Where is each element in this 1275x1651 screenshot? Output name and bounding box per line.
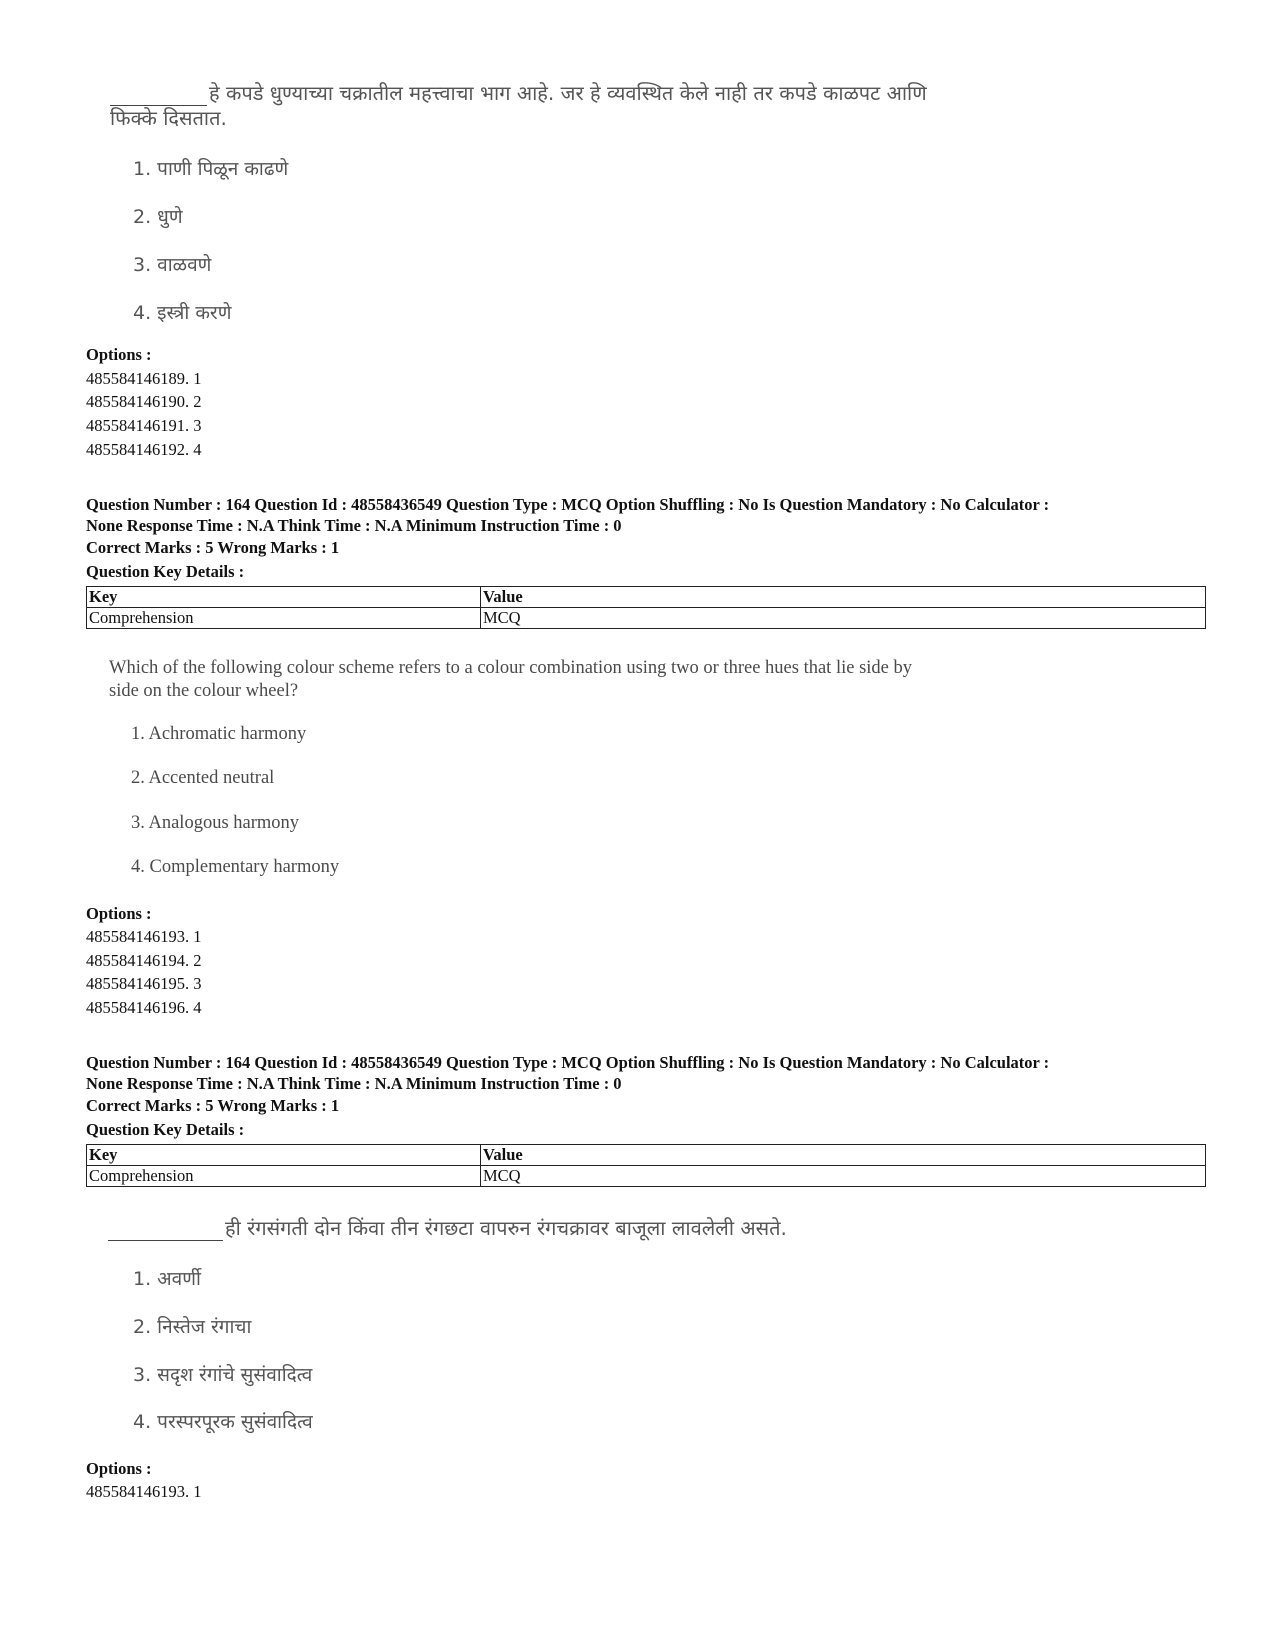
question-stem-line1: Which of the following colour scheme refers to a colour combination using two or three hues that lie side by: [109, 658, 912, 678]
table-header-value: Value: [481, 1145, 1206, 1166]
table-header-row: [87, 1145, 1206, 1166]
option-id-3: 485584146195. 3: [86, 974, 202, 993]
question-meta-line2: None Response Time : N.A Think Time : N.A Minimum Instruction Time : 0: [86, 1074, 622, 1093]
question-meta: [86, 1052, 1161, 1094]
question-meta-line1: Question Number : 164 Question Id : 48558436549 Question Type : MCQ Option Shuffling : No Is Question Mandatory : No Calculator :: [86, 1053, 1050, 1072]
option-id-1: 485584146193. 1: [86, 927, 202, 946]
choice-4: 4. इस्त्री करणे: [133, 302, 232, 324]
key-details-label: Question Key Details :: [86, 562, 245, 581]
choice-1: 1. अवर्णी: [133, 1268, 201, 1290]
table-header-row: [87, 587, 1206, 608]
key-details-table: [86, 586, 1206, 629]
options-label: Options :: [86, 345, 152, 364]
choice-2: 2. निस्तेज रंगाचा: [133, 1316, 252, 1338]
option-id-2: 485584146190. 2: [86, 392, 202, 411]
question-stem-line2: फिक्के दिसतात.: [110, 106, 227, 130]
key-details-label: Question Key Details :: [86, 1120, 245, 1139]
question-image-marathi-2: [108, 1215, 1008, 1241]
option-id-2: 485584146194. 2: [86, 951, 202, 970]
question-meta: [86, 494, 1161, 536]
question-image-marathi-1: [110, 80, 1010, 131]
question-stem-line2: side on the colour wheel?: [109, 681, 299, 701]
question-meta-line1: Question Number : 164 Question Id : 48558436549 Question Type : MCQ Option Shuffling : No Is Question Mandatory : No Calculator :: [86, 495, 1050, 514]
option-id-4: 485584146192. 4: [86, 440, 202, 459]
choice-3: 3. Analogous harmony: [131, 813, 300, 833]
table-header-value: Value: [481, 587, 1206, 608]
question-image-english: [109, 657, 1009, 703]
option-id-1: 485584146193. 1: [86, 1482, 202, 1501]
marks-line: Correct Marks : 5 Wrong Marks : 1: [86, 538, 340, 557]
choice-4: 4. परस्परपूरक सुसंवादित्व: [133, 1411, 313, 1433]
choice-4: 4. Complementary harmony: [131, 857, 340, 877]
marks-line: Correct Marks : 5 Wrong Marks : 1: [86, 1096, 340, 1115]
choice-2: 2. Accented neutral: [131, 768, 275, 788]
table-cell-value: MCQ: [481, 1166, 1206, 1187]
question-stem-line1: हे कपडे धुण्याच्या चक्रातील महत्त्वाचा भाग आहे. जर हे व्यवस्थित केले नाही तर कपडे काळपट आणि: [110, 80, 1010, 106]
question-stem-line1: ही रंगसंगती दोन किंवा तीन रंगछटा वापरुन रंगचक्रावर बाजूला लावलेली असते.: [108, 1215, 1008, 1241]
choice-2: 2. धुणे: [133, 206, 183, 228]
answer-blank: [110, 80, 207, 106]
options-label: Options :: [86, 1459, 152, 1478]
option-id-3: 485584146191. 3: [86, 416, 202, 435]
key-details-table: [86, 1144, 1206, 1187]
table-cell-value: MCQ: [481, 608, 1206, 629]
options-label: Options :: [86, 904, 152, 923]
choice-3: 3. सदृश रंगांचे सुसंवादित्व: [133, 1364, 313, 1386]
choice-1: 1. Achromatic harmony: [131, 724, 307, 744]
answer-blank: [108, 1215, 223, 1241]
table-header-key: Key: [87, 1145, 481, 1166]
table-row: [87, 1166, 1206, 1187]
table-header-key: Key: [87, 587, 481, 608]
table-row: [87, 608, 1206, 629]
option-id-1: 485584146189. 1: [86, 369, 202, 388]
choice-3: 3. वाळवणे: [133, 254, 212, 276]
table-cell-key: Comprehension: [87, 608, 481, 629]
table-cell-key: Comprehension: [87, 1166, 481, 1187]
option-id-4: 485584146196. 4: [86, 998, 202, 1017]
choice-1: 1. पाणी पिळून काढणे: [133, 158, 289, 180]
question-meta-line2: None Response Time : N.A Think Time : N.A Minimum Instruction Time : 0: [86, 516, 622, 535]
